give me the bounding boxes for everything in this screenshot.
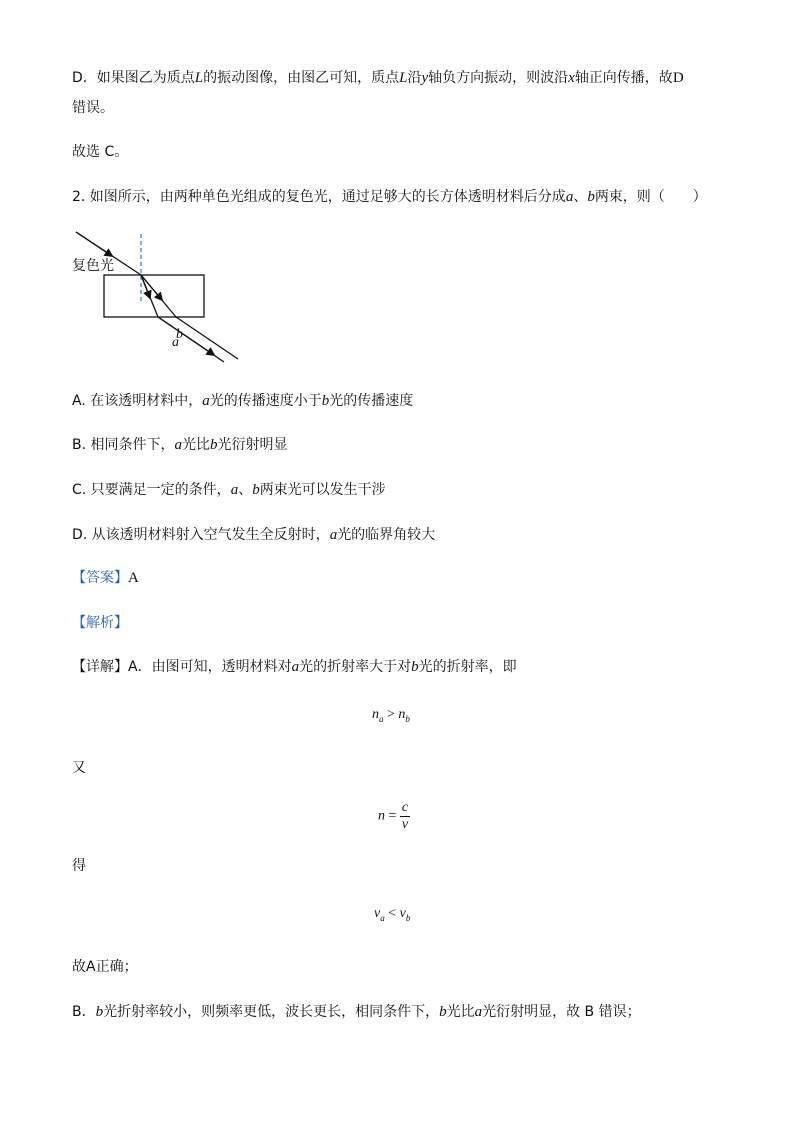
question-stem: 2. 如图所示，由两种单色光组成的复色光，通过足够大的长方体透明材料后分成a、b两束，则（ ） [72,189,707,205]
glass-block [104,275,204,317]
refraction-figure [66,222,246,372]
text-you: 又 [72,760,86,776]
detail-tag: 【详解】 [72,659,128,675]
label-b: b [176,327,183,342]
ray-a-path [141,275,224,362]
option-c: C. 只要满足一定的条件，a、b两束光可以发生干涉 [72,482,386,498]
detail-line-b: B．b光折射率较小，则频率更低，波长更长，相同条件下，b光比a光衍射明显，故 B 错误； [72,1004,641,1020]
answer-line [72,568,139,588]
label-a: a [172,335,179,350]
option-a: A. 在该透明材料中，a光的传播速度小于b光的传播速度 [72,393,414,409]
option-b: B. 相同条件下，a光比b光衍射明显 [72,437,288,453]
detail-line-a: 【详解】A．由图可知，透明材料对a光的折射率大于对b光的折射率，即 [72,659,517,675]
option-d: D. 从该透明材料射入空气发生全反射时，a光的临界角较大 [72,527,436,543]
equation-n-c-over-v: n = $\frac{c}{v}$ [378,800,409,832]
equation-va-lt-vb: $v_a < v_b$ [374,906,411,923]
fraction-c-v: $\frac{c}{v}$ [401,800,409,832]
analysis-tag: 【解析】 [72,615,128,631]
prev-option-d-line2: 错误。 [72,100,114,116]
prev-option-d-line1: D．如果图乙为质点L的振动图像，由图乙可知，质点L沿y轴负方向振动，则波沿x轴正向传播，故D [72,70,684,86]
prev-conclusion: 故选 C。 [72,144,129,160]
text-de: 得 [72,858,86,874]
answer-value: A [128,570,139,586]
conclusion-a: 故A正确； [72,959,138,975]
equation-na-gt-nb: $n_a > n_b$ [372,707,410,724]
label-composite-light: 复色光 [72,258,114,274]
answer-tag: 【答案】 [72,570,128,586]
